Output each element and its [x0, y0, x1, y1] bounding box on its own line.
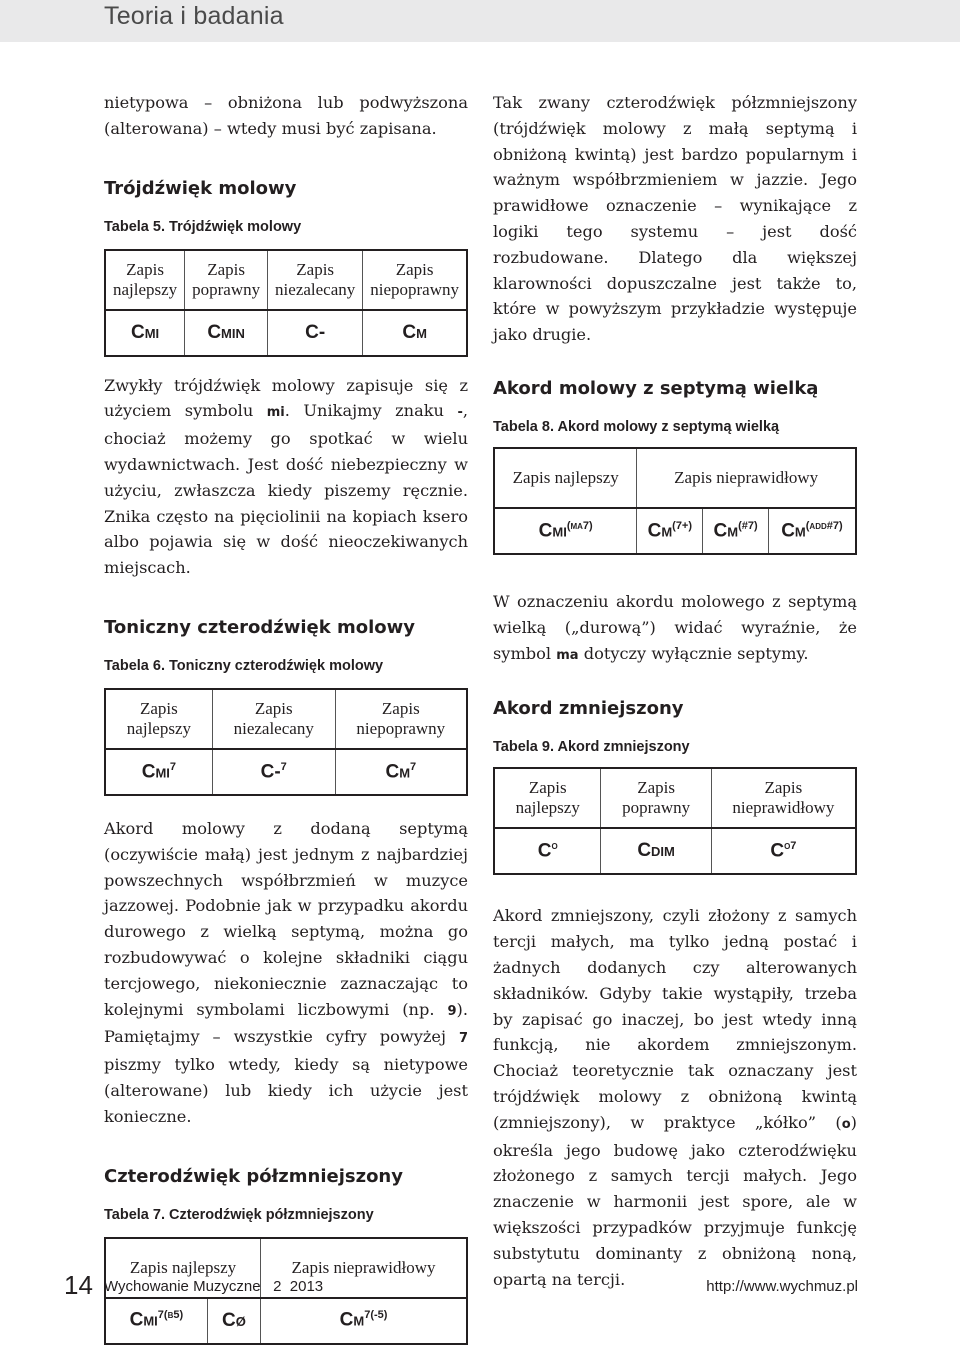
chord-symbol-cell	[601, 828, 711, 874]
left-column	[104, 90, 468, 1345]
chord-symbol-cell	[637, 508, 703, 554]
text-run: W oznaczeniu akordu molowego z septymą wielką („durową”) widać wyraźnie, że symbol	[493, 591, 857, 663]
section-heading: Czterodźwięk półzmniejszony	[104, 1165, 403, 1187]
table-6	[104, 688, 468, 796]
section-heading: Akord zmniejszony	[493, 698, 684, 720]
chord-symbol: Cmi	[538, 520, 567, 542]
table-header-cell: Zapis poprawny	[185, 250, 268, 310]
text-run: dotyczy wyłącznie septymy.	[578, 643, 809, 663]
chord-symbol: Cm	[781, 520, 806, 542]
chord-superscript: 7(b5)	[157, 1309, 184, 1322]
chord-superscript: 7	[169, 760, 177, 773]
chord-symbol: C	[770, 840, 785, 862]
chord-symbol: Cmi	[141, 761, 170, 783]
table-9	[493, 767, 857, 875]
table-caption: Tabela 7. Czterodźwięk półzmniejszony	[104, 1206, 374, 1223]
paragraph	[493, 589, 857, 668]
publication-name: Wychowanie Muzyczne 2 2013	[104, 1278, 324, 1295]
chord-symbol-cell	[105, 1298, 207, 1344]
table-header-cell: Zapis najlepszy	[105, 1238, 261, 1298]
chord-superscript: (ma7)	[566, 519, 593, 532]
paragraph	[493, 903, 857, 1292]
chord-symbol: Cmi	[105, 310, 185, 356]
symbol-text: 7	[458, 1031, 468, 1047]
table-header-cell: Zapis niepoprawny	[363, 250, 467, 310]
chord-superscript: o	[551, 840, 558, 853]
table-caption: Tabela 5. Trójdźwięk molowy	[104, 218, 302, 235]
page-footer	[0, 1266, 960, 1304]
chord-symbol: Cm	[713, 520, 739, 542]
chord-symbol-cell	[711, 828, 856, 874]
text-run: ) określa jego budowę jako czterodźwięku złożonego z samych tercji małych. Jego znaczenie w harmonii jest spore, ale w większości przypadków przyjmuje funkcję substytutu dominanty z obniżoną noną, opartą na tercji.	[493, 1112, 857, 1289]
chord-symbol: Cmi	[129, 1309, 158, 1331]
header-title: Teoria i badania	[104, 2, 284, 30]
paragraph: nietypowa – obniżona lub podwyższona (alterowana) – wtedy musi być zapisana.	[104, 93, 468, 138]
table-8	[493, 447, 857, 555]
symbol-text: mi	[266, 405, 285, 421]
paragraph	[104, 373, 468, 581]
page-number: 14	[64, 1270, 93, 1300]
chord-symbol: Cm	[385, 761, 411, 783]
chord-symbol-cell	[768, 508, 856, 554]
table-caption: Tabela 8. Akord molowy z septymą wielką	[493, 418, 780, 435]
section-heading: Akord molowy z septymą wielką	[493, 377, 819, 399]
table-5	[104, 249, 468, 357]
table-header-cell: Zapis najlepszy	[494, 448, 637, 508]
table-header-cell: Zapis nieprawidłowy	[711, 768, 856, 828]
chord-symbol: Cmin	[185, 310, 268, 356]
symbol-text: -	[457, 405, 463, 421]
text-run: ). Pamiętajmy – wszystkie cyfry powyżej	[104, 999, 468, 1047]
chord-symbol: Cdim	[637, 840, 675, 862]
chord-symbol-cell	[703, 508, 769, 554]
chord-symbol-cell	[105, 749, 212, 795]
chord-superscript: (#7)	[738, 519, 758, 532]
chord-symbol-cell	[494, 508, 637, 554]
table-caption: Tabela 9. Akord zmniejszony	[493, 739, 690, 756]
chord-symbol: C	[537, 840, 552, 862]
table-header-cell: Zapis niezalecany	[268, 250, 363, 310]
table-header-cell: Zapis najlepszy	[494, 768, 601, 828]
text-run: piszmy tylko wtedy, kiedy są nietypowe (alterowane) lub kiedy ich użycie jest konieczne.	[104, 1055, 468, 1126]
table-header-cell: Zapis najlepszy	[105, 689, 212, 749]
paragraph	[104, 816, 468, 1130]
symbol-text: ma	[556, 647, 579, 663]
chord-superscript: (add#7)	[805, 519, 843, 532]
chord-symbol: Cm	[363, 310, 467, 356]
table-header-cell: Zapis niepoprawny	[335, 689, 467, 749]
chord-superscript: 7(-5)	[364, 1309, 388, 1322]
section-heading: Toniczny czterodźwięk molowy	[104, 616, 416, 638]
table-header-cell: Zapis niezalecany	[212, 689, 335, 749]
chord-superscript: 7	[280, 760, 287, 773]
chord-symbol: Cm	[647, 520, 673, 542]
table-header-cell: Zapis nieprawidłowy	[637, 448, 856, 508]
chord-symbol-cell	[212, 749, 335, 795]
chord-symbol: Cm	[339, 1309, 365, 1331]
chord-symbol: Cø	[222, 1309, 246, 1331]
chord-superscript: 7	[410, 760, 417, 773]
chord-symbol-cell	[261, 1298, 467, 1344]
paragraph: Tak zwany czterodźwięk półzmniejszony (trójdźwięk molowy z małą septymą i obniżoną kwintą) jest bardzo popularnym i ważnym współbrzmieniem w jazzie. Jego prawidłowe oznaczenie – wynikające z logiki tego systemu – jest dość rozbudowane. Dlatego dla większej klarowności dopuszczalne jest także to, które w powyższym przykładzie występuje jako drugie.	[493, 93, 857, 345]
chord-superscript: (7+)	[672, 519, 693, 532]
text-run: Akord molowy z dodaną septymą (oczywiście małą) jest jednym z najbardziej powszechnych współbrzmień w muzyce jazzowej. Podobnie jak w przypadku akordu durowego z wielką septymą, można go rozbudowywać o kolejne składniki ciągu tercjowego, niekoniecznie zaznaczając to kolejnymi symbolami liczbowymi (np.	[104, 818, 468, 1019]
symbol-text: 9	[447, 1003, 457, 1019]
footer-url[interactable]: http://www.wychmuz.pl	[706, 1278, 858, 1295]
symbol-text: o	[841, 1116, 851, 1132]
page-header	[0, 0, 960, 42]
text-run: , chociaż możemy go spotkać w wielu wydawnictwach. Jest dość niebezpieczny w użyciu, zwłaszcza kiedy piszemy ręcznie. Znika często na pięciolinii na kopiach ksero albo pojawia się w dość nieoczekiwanych miejscach.	[104, 401, 469, 578]
section-heading: Trójdźwięk molowy	[104, 177, 297, 199]
table-header-cell: Zapis poprawny	[601, 768, 711, 828]
chord-superscript: o7	[784, 840, 797, 853]
table-caption: Tabela 6. Toniczny czterodźwięk molowy	[104, 657, 384, 674]
text-run: Zwykły trójdźwięk molowy zapisuje się z użyciem symbolu	[104, 375, 468, 421]
table-header-cell: Zapis najlepszy	[105, 250, 185, 310]
chord-symbol-cell	[494, 828, 601, 874]
right-column	[493, 90, 857, 1292]
chord-symbol: C-	[268, 310, 363, 356]
text-run: . Unikajmy znaku	[284, 401, 458, 421]
chord-symbol: C-	[260, 761, 281, 783]
chord-symbol-cell	[207, 1298, 260, 1344]
text-run: Akord zmniejszony, czyli złożony z samych tercji małych, ma tylko jedną postać i żadnych dodanych czy alterowanych składników. Gdyby takie wystąpiły, trzeba by zapisać go inaczej, bo jest wtedy inną funkcją, nie akordem zmniejszonym. Chociaż teoretycznie tak oznaczany jest trójdźwięk molowy z obniżoną kwintą (zmniejszony), w praktyce „kółko” (	[493, 906, 857, 1132]
chord-symbol-cell	[335, 749, 467, 795]
table-header-cell: Zapis nieprawidłowy	[261, 1238, 467, 1298]
